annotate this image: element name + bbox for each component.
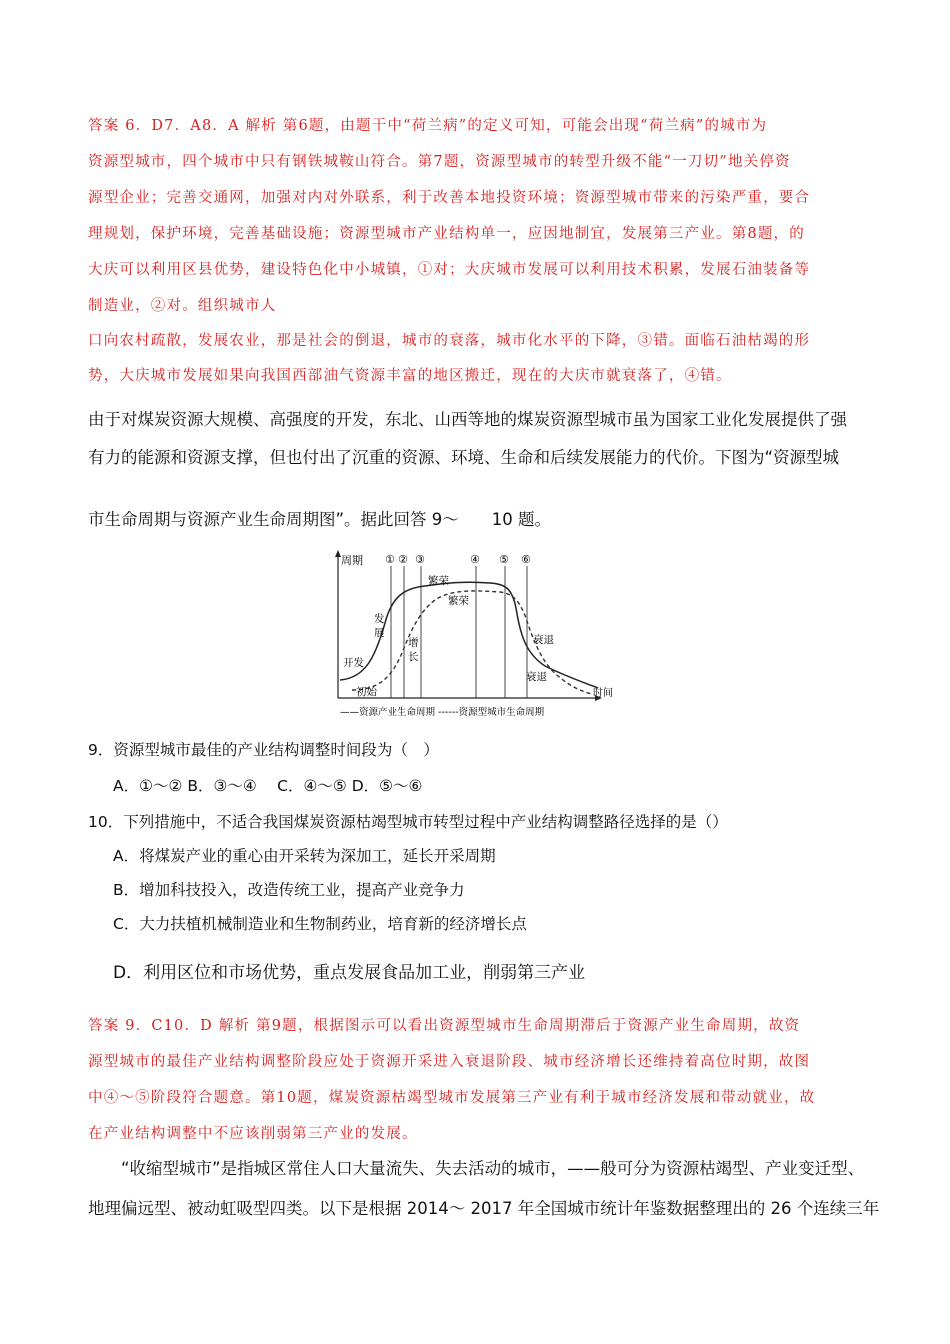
life-cycle-chart [330,548,620,720]
marker-3: ③ [415,553,425,566]
intro-line: 由于对煤炭资源大规模、高强度的开发，东北、山西等地的煤炭资源型城市虽为国家工业化发展提供了强 [88,410,847,429]
question-10-option-d: D．利用区位和市场优势，重点发展食品加工业，削弱第三产业 [113,963,586,983]
answer1-line: 大庆可以利用区县优势，建设特色化中小城镇，①对；大庆城市发展可以利用技术积累，发展石油装备等 [88,262,811,278]
marker-6: ⑥ [521,553,531,566]
outro-paragraph [88,1152,880,1226]
label-chushi: 初始 [356,686,377,698]
label-fazhan [374,612,385,639]
marker-5: ⑤ [499,553,509,566]
figure-legend: ——资源产业生命周期 ------资源型城市生命周期 [340,707,545,718]
label-shuaitui-dashed: 衰退 [526,671,547,683]
marker-lines [391,566,527,698]
answer2-line: 中④～⑤阶段符合题意。第10题，煤炭资源枯竭型城市发展第三产业有利于城市经济发展和带动就业，故 [88,1090,816,1106]
answer1-line: 口向农村疏散，发展农业，那是社会的倒退，城市的衰落，城市化水平的下降，③错。面临石油枯竭的形 [88,333,811,349]
answer1-line: 理规划，保护环境，完善基础设施；资源型城市产业结构单一，应因地制宜，发展第三产业。第8题，的 [88,226,805,242]
resource-city-curve [352,591,592,694]
x-axis-label: 时间 [593,688,613,699]
answer-block-2 [88,1008,868,1152]
question-10-stem: 10．下列措施中，不适合我国煤炭资源枯竭型城市转型过程中产业结构调整路径选择的是（） [88,813,728,831]
question-10-option-a: A．将煤炭产业的重心由开采转为深加工，延长开采周期 [113,847,496,865]
label-fazhan-char2: 展 [374,627,385,639]
life-cycle-figure [330,548,620,720]
label-fazhan-char1: 发 [374,613,385,625]
answer1-line: 源型企业；完善交通网，加强对内对外联系，利于改善本地投资环境；资源型城市带来的污染严重，要合 [88,190,811,206]
label-zengzhang [408,636,419,663]
intro-line: 有力的能源和资源支撑，但也付出了沉重的资源、环境、生命和后续发展能力的代价。下图为“资源型城 [88,448,840,467]
answer1-line: 答案 6．D7．A8．A 解析 第6题，由题干中“荷兰病”的定义可知，可能会出现“荷兰病”的城市为 [88,118,768,134]
answer2-line: 在产业结构调整中不应该削弱第三产业的发展。 [88,1126,418,1142]
question-10-option-b: B．增加科技投入，改造传统工业，提高产业竞争力 [113,881,465,899]
marker-1: ① [385,553,395,566]
answer1-line: 资源型城市，四个城市中只有钢铁城鞍山符合。第7题，资源型城市的转型升级不能“一刀切”地关停资 [88,154,791,170]
answer-block-1 [88,108,868,394]
question-10-option-c: C．大力扶植机械制造业和生物制药业，培育新的经济增长点 [113,915,527,933]
answer1-line: 制造业，②对。组织城市人 [88,298,277,314]
answer2-line: 答案 9．C10．D 解析 第9题，根据图示可以看出资源型城市生命周期滞后于资源产业生命周期，故资 [88,1018,801,1034]
answer1-line: 势，大庆城市发展如果向我国西部油气资源丰富的地区搬迁，现在的大庆市就衰落了，④错。 [88,368,732,384]
label-kaifa: 开发 [343,657,364,669]
intro-line: 市生命周期与资源产业生命周期图”。据此回答 9～ 10 题。 [88,510,552,529]
question-9-stem: 9．资源型城市最佳的产业结构调整时间段为（ ） [88,741,439,759]
outro-line: 地理偏远型、被动虹吸型四类。以下是根据 2014～ 2017 年全国城市统计年鉴数据整理出的 26 个连续三年 [88,1199,880,1218]
label-fanrong-solid: 繁荣 [428,575,449,587]
y-axis-label: 周期 [341,554,363,567]
answer2-line: 源型城市的最佳产业结构调整阶段应处于资源开采进入衰退阶段、城市经济增长还维持着高位时期，故图 [88,1054,811,1070]
label-shuaitui-solid: 衰退 [533,634,554,646]
marker-2: ② [398,553,408,566]
intro-paragraph [88,403,868,537]
label-zengzhang-char1: 增 [408,637,419,649]
label-fanrong-dashed: 繁荣 [448,595,469,607]
question-9-options: A．①～② B．③～④ C．④～⑤ D．⑤～⑥ [113,777,423,795]
marker-4: ④ [470,553,480,566]
outro-line: “收缩型城市”是指城区常住人口大量流失、失去活动的城市，——般可分为资源枯竭型、产业变迁型、 [88,1159,865,1178]
label-zengzhang-char2: 长 [408,651,419,663]
